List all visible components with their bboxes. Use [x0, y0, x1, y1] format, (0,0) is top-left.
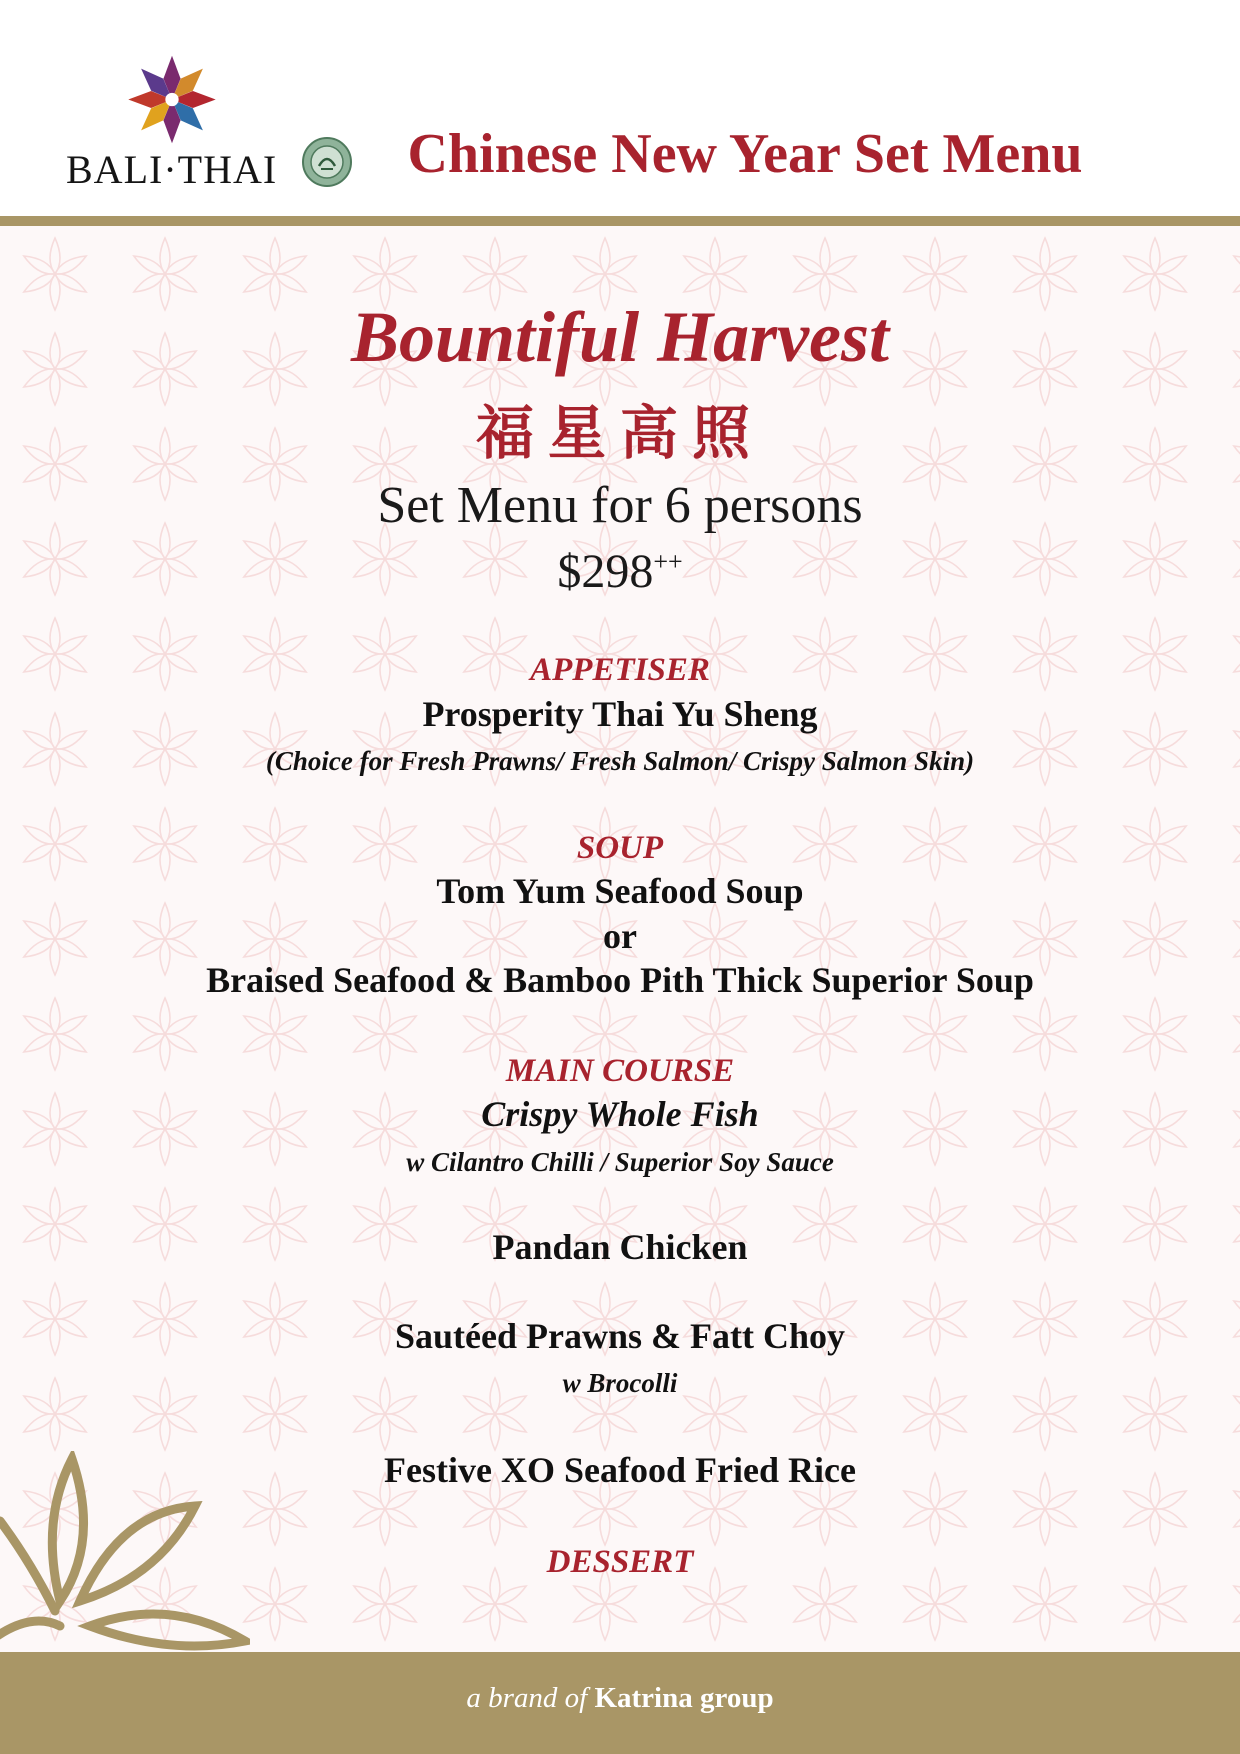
dish-note: w Brocolli [562, 1368, 678, 1398]
section-heading-appetiser: APPETISER [530, 652, 710, 688]
section-heading-soup: SOUP [576, 830, 664, 866]
dish-name: Braised Seafood & Bamboo Pith Thick Superior Soup [206, 960, 1034, 1000]
footer-brand-line [0, 1682, 1240, 1715]
footer-prefix: a brand of [466, 1682, 588, 1714]
brand-footer [0, 1652, 1240, 1754]
section-heading-main-course: MAIN COURSE [505, 1053, 735, 1089]
footer-company: Katrina group [594, 1682, 774, 1714]
menu-name: Bountiful Harvest [350, 297, 890, 377]
menu-name-chinese: 福星高照 [475, 399, 764, 467]
dish-name: Tom Yum Seafood Soup [436, 871, 804, 911]
menu-body [0, 226, 1240, 1652]
header-divider [0, 216, 1240, 226]
dish-note: w Cilantro Chilli / Superior Soy Sauce [406, 1147, 834, 1177]
page-title: Chinese New Year Set Menu [407, 123, 1083, 185]
brand-wordmark: BALI·THAI [66, 147, 278, 192]
dish-name: Pandan Chicken [492, 1227, 748, 1267]
halal-certification-seal-icon [301, 136, 353, 188]
dish-alternative-or: or [603, 916, 637, 956]
dish-name: Prosperity Thai Yu Sheng [422, 694, 818, 734]
serving-size: Set Menu for 6 persons [377, 477, 863, 534]
price-suffix: ++ [653, 547, 683, 576]
menu-price [0, 544, 1240, 599]
section-heading-dessert: DESSERT [546, 1544, 694, 1580]
price-value: $298 [557, 545, 654, 598]
dish-note: (Choice for Fresh Prawns/ Fresh Salmon/ Crispy Salmon Skin) [265, 746, 975, 776]
dish-name: Festive XO Seafood Fried Rice [384, 1450, 856, 1490]
bali-thai-flower-logo-icon [122, 52, 222, 147]
menu-header [0, 0, 1240, 216]
dish-name: Sautéed Prawns & Fatt Choy [395, 1316, 845, 1356]
dish-name: Crispy Whole Fish [481, 1094, 759, 1134]
